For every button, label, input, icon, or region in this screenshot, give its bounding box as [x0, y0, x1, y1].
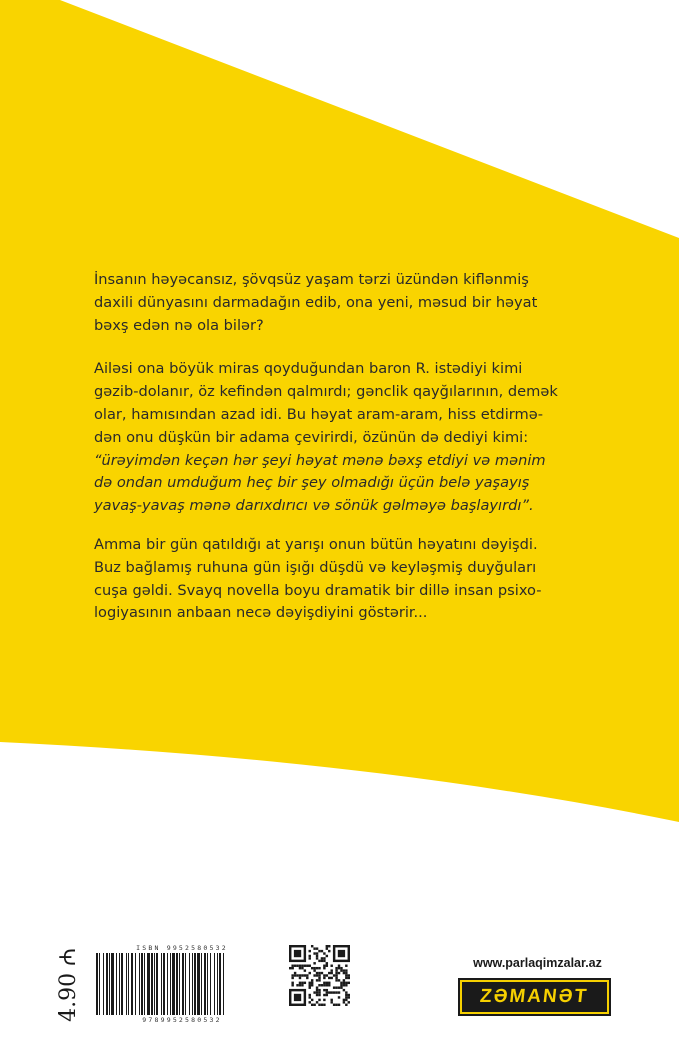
isbn-top-text: ISBN 9952580532	[136, 944, 228, 952]
blurb-paragraph-3	[94, 534, 664, 625]
blurb-line: Amma bir gün qatıldığı at yarışı onun bütün həyatını dəyişdi.	[94, 535, 538, 553]
blurb-line: daxili dünyasını darmadağın edib, ona yeni, məsud bir həyat	[94, 293, 538, 311]
blurb-line: olar, hamısından azad idi. Bu həyat aram-aram, hiss etdirmə-	[94, 405, 543, 423]
blurb-quote-line: yavaş-yavaş mənə darıxdırıcı və sönük gəlməyə başlayırdı”.	[94, 497, 534, 515]
blurb-line: Buz bağlamış ruhuna gün işığı düşdü və keyləşmiş duyğuları	[94, 558, 537, 576]
publisher-website[interactable]: www.parlaqimzalar.az	[473, 956, 602, 970]
blurb-line: Ailəsi ona böyük miras qoyduğundan baron R. istədiyi kimi	[94, 360, 523, 378]
back-cover-blurb	[94, 269, 664, 639]
price-label	[52, 950, 82, 1020]
blurb-line: bəxş edən nə ola bilər?	[94, 316, 264, 334]
blurb-paragraph-1	[94, 269, 664, 337]
barcode-icon	[94, 953, 270, 1015]
zemanet-logo	[458, 978, 611, 1016]
price-text: 4.90 ₼	[56, 948, 81, 1022]
blurb-line: cuşa gəldi. Svayq novella boyu dramatik bir dillə insan psixo-	[94, 581, 542, 599]
blurb-line: İnsanın həyəcansız, şövqsüz yaşam tərzi üzündən kiflənmiş	[94, 271, 529, 288]
blurb-line: logiyasının anbaan necə dəyişdiyini göstərir...	[94, 604, 428, 622]
qr-code-icon	[289, 945, 350, 1006]
blurb-quote-line: də ondan umduğum heç bir şey olmadığı üçün belə yaşayış	[94, 474, 530, 492]
blurb-line: dən onu düşkün bir adama çevirirdi, özünün də dediyi kimi:	[94, 428, 529, 446]
logo-text: ZƏMANƏT	[479, 986, 590, 1007]
blurb-line: gəzib-dolanır, öz kefindən qalmırdı; gənclik qayğılarının, demək	[94, 383, 558, 401]
blurb-quote-line: “ürəyimdən keçən hər şeyi həyat mənə bəxş etdiyi və mənim	[94, 451, 546, 469]
isbn-bottom-digits: 9789952580532	[142, 1016, 222, 1024]
logo-inner	[462, 982, 607, 1012]
isbn-barcode	[94, 944, 270, 1025]
blurb-paragraph-2	[94, 358, 664, 518]
